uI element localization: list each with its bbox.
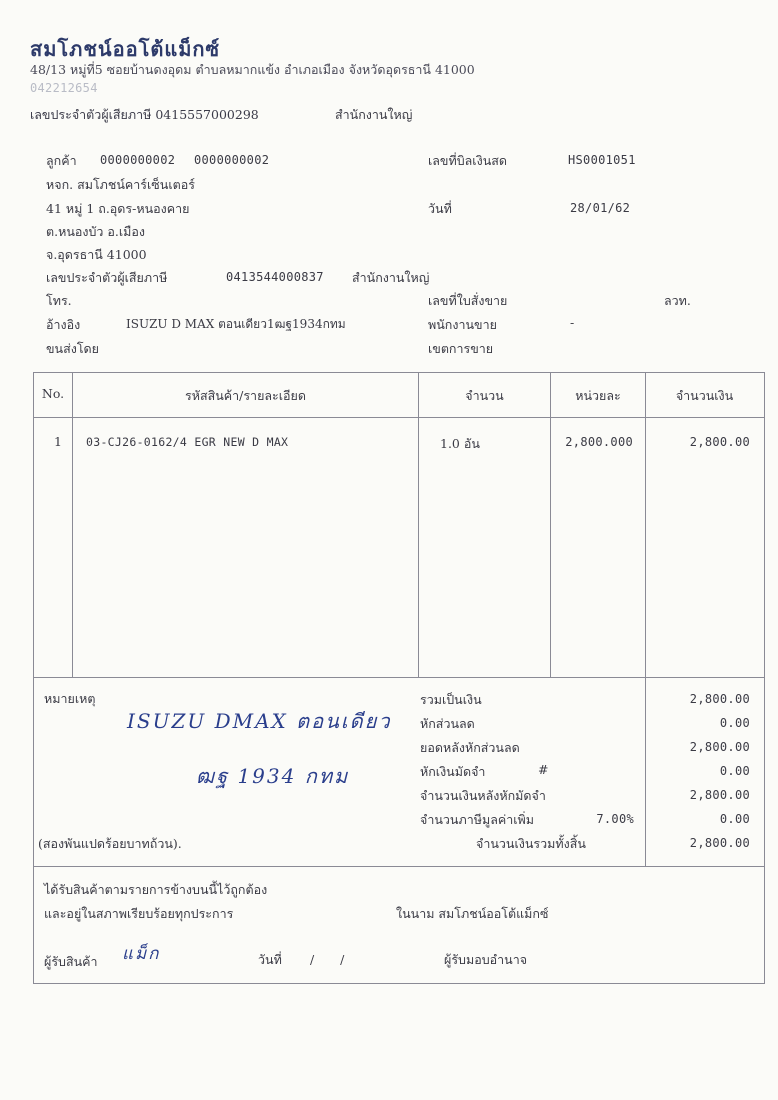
- remarks-label: หมายเหตุ: [44, 691, 96, 706]
- grand-total-label: จำนวนเงินรวมทั้งสิ้น: [476, 836, 586, 851]
- col-divider-qty: [550, 372, 551, 677]
- customer-branch: สำนักงานใหญ่: [352, 270, 430, 285]
- cash-bill-label: เลขที่บิลเงินสด: [428, 153, 507, 168]
- handwritten-remark-2: ฒฐ 1934 กทม: [196, 764, 350, 788]
- col-header-no: No.: [41, 386, 65, 401]
- deposit-hash: #: [538, 762, 549, 777]
- sales-zone-label: เขตการขาย: [428, 341, 494, 356]
- customer-tax-id: 0413544000837: [226, 270, 324, 284]
- grand-total-value: 2,800.00: [689, 836, 750, 850]
- row-no: 1: [54, 434, 62, 449]
- col-header-amount: จำนวนเงิน: [675, 388, 734, 403]
- received-line-2: และอยู่ในสภาพเรียบร้อยทุกประการ: [44, 906, 234, 921]
- cash-bill-number: HS0001051: [568, 153, 636, 167]
- col-header-description: รหัสสินค้า/รายละเอียด: [184, 388, 306, 403]
- row-unit-price: 2,800.000: [565, 435, 633, 449]
- company-tax-id: เลขประจำตัวผู้เสียภาษี 0415557000298: [30, 107, 259, 122]
- customer-code-1: 0000000002: [100, 153, 176, 167]
- handwritten-remark-1: ISUZU DMAX ตอนเดียว: [127, 709, 392, 733]
- row-qty: 1.0 อัน: [440, 436, 480, 451]
- row-description: 03-CJ26-0162/4 EGR NEW D MAX: [86, 435, 289, 449]
- received-line-1: ได้รับสินค้าตามรายการข้างบนนี้ไว้ถูกต้อง: [44, 882, 268, 897]
- company-branch: สำนักงานใหญ่: [335, 107, 413, 122]
- customer-tax-label: เลขประจำตัวผู้เสียภาษี: [46, 270, 168, 285]
- col-header-qty: จำนวน: [465, 388, 504, 403]
- reference-value: ISUZU D MAX ตอนเดียว1ฒฐ1934กทม: [126, 317, 346, 331]
- company-name: สมโภชน์ออโต้แม็กซ์: [30, 37, 221, 61]
- receipt-date-placeholder: / /: [310, 952, 345, 967]
- receiver-signature: แม็ก: [122, 944, 161, 964]
- amount-in-words: (สองพันแปดร้อยบาทถ้วน).: [38, 836, 182, 851]
- date-label: วันที่: [428, 201, 452, 216]
- discount-label: หักส่วนลด: [420, 716, 475, 731]
- customer-address-1: 41 หมู่ 1 ถ.อุดร-หนองคาย: [46, 201, 190, 216]
- discount-value: 0.00: [719, 716, 750, 730]
- company-address: 48/13 หมู่ที่5 ซอยบ้านดงอุดม ตำบลหมากแข้ง อำเภอเมือง จังหวัดอุดรธานี 41000: [30, 62, 475, 77]
- customer-phone-label: โทร.: [46, 293, 72, 308]
- after-discount-label: ยอดหลังหักส่วนลด: [420, 740, 520, 755]
- col-divider-no: [72, 372, 73, 677]
- vat-rate: 7.00%: [596, 812, 634, 826]
- after-deposit-value: 2,800.00: [689, 788, 750, 802]
- vat-value: 0.00: [719, 812, 750, 826]
- receiver-label: ผู้รับสินค้า: [44, 954, 98, 969]
- col-header-unit-price: หน่วยละ: [575, 388, 621, 403]
- customer-address-2: ต.หนองบัว อ.เมือง: [46, 224, 146, 239]
- customer-code-2: 0000000002: [194, 153, 270, 167]
- shipped-by-label: ขนส่งโดย: [46, 341, 99, 356]
- table-header-divider: [33, 417, 764, 418]
- on-behalf-of: ในนาม สมโภชน์ออโต้แม็กซ์: [396, 906, 549, 921]
- col-divider-desc: [418, 372, 419, 677]
- salesperson-label: พนักงานขาย: [428, 317, 497, 332]
- footer-divider: [33, 866, 764, 867]
- customer-address-3: จ.อุดรธานี 41000: [46, 247, 147, 262]
- subtotal-value: 2,800.00: [689, 692, 750, 706]
- receipt-date-label: วันที่: [258, 952, 282, 967]
- subtotal-label: รวมเป็นเงิน: [420, 692, 482, 707]
- after-deposit-label: จำนวนเงินหลังหักมัดจำ: [420, 788, 546, 803]
- deposit-label: หักเงินมัดจำ: [420, 764, 486, 779]
- authorized-person-label: ผู้รับมอบอำนาจ: [444, 952, 528, 967]
- credit-label: ลวท.: [664, 293, 691, 308]
- customer-name: หจก. สมโภชน์คาร์เซ็นเตอร์: [46, 177, 195, 192]
- deposit-value: 0.00: [719, 764, 750, 778]
- row-amount: 2,800.00: [689, 435, 750, 449]
- after-discount-value: 2,800.00: [689, 740, 750, 754]
- reference-label: อ้างอิง: [46, 317, 81, 332]
- company-phone: 042212654: [30, 81, 98, 95]
- customer-label: ลูกค้า: [46, 153, 77, 168]
- sales-order-label: เลขที่ใบสั่งขาย: [428, 293, 508, 308]
- totals-divider: [33, 677, 764, 678]
- invoice-date: 28/01/62: [570, 201, 631, 215]
- salesperson-value: -: [570, 315, 575, 330]
- vat-label: จำนวนภาษีมูลค่าเพิ่ม: [420, 812, 534, 827]
